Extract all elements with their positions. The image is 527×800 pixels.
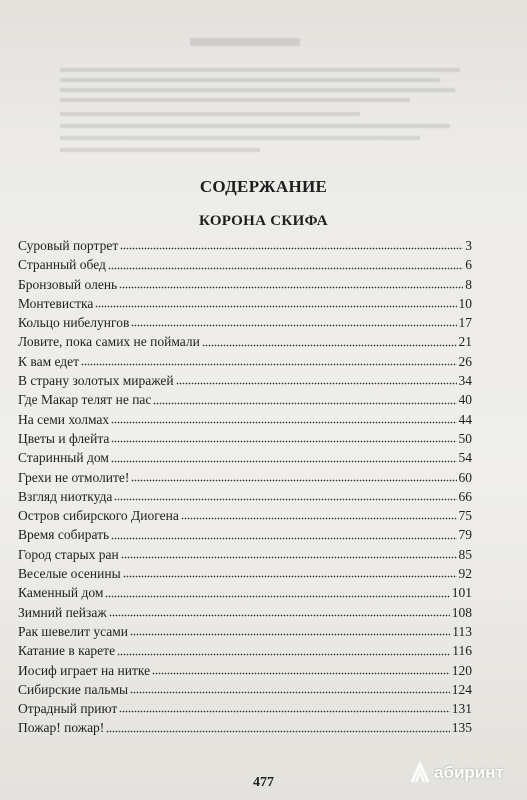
toc-entry-page: 108 [451,604,472,620]
toc-entry-title: Странный обед [18,257,106,273]
toc-entry-page: 21 [458,334,472,350]
toc-entry-title: Катание в карете [18,643,116,659]
toc-entry-title: Зимний пейзаж [18,604,107,620]
toc-entry-title: Где Макар телят не пас [18,392,152,408]
toc-entry-page: 26 [458,353,472,369]
dot-leader [121,556,457,559]
toc-entry-title: Веселые осенины [18,566,121,582]
toc-entry-page: 17 [458,315,472,331]
toc-entry-page: 8 [465,276,472,292]
toc-entry-title: Время собирать [18,527,110,543]
dot-leader [108,267,463,270]
toc-entry [18,236,472,255]
toc-entry [18,603,472,622]
dot-leader [117,653,450,656]
toc-entry-page: 50 [458,430,472,446]
toc-entry-title: В страну золотых миражей [18,373,174,389]
toc-entry-page: 66 [458,488,472,504]
dot-leader [111,460,457,463]
toc-entry-page: 135 [451,720,472,736]
dot-leader [130,633,450,636]
toc-entry-page: 34 [458,373,472,389]
toc-entry [18,371,472,390]
toc-entry-title: Бронзовый олень [18,276,118,292]
toc-entry-title: Город старых ран [18,546,119,562]
toc-entry-page: 60 [458,469,472,485]
dot-leader [120,247,463,250]
page-number: 477 [253,775,274,790]
toc-entry [18,583,472,602]
toc-entry [18,641,472,660]
toc-entry [18,390,472,409]
dot-leader [131,479,456,482]
toc-entry-page: 120 [451,662,472,678]
toc-entry [18,448,472,467]
toc-entry-page: 131 [451,701,472,717]
dot-leader [181,517,457,520]
toc-entry-page: 54 [458,450,472,466]
toc-entry [18,429,472,448]
section-title: КОРОНА СКИФА [199,213,328,229]
dot-leader [95,305,456,308]
toc-entry [18,487,472,506]
toc-entry-title: Старинный дом [18,450,109,466]
toc-entry [18,352,472,371]
dot-leader [153,402,456,405]
toc-entry-page: 116 [452,643,472,659]
table-of-contents [18,236,472,738]
dot-leader [105,595,449,598]
toc-entry-title: Кольцо нибелунгов [18,315,130,331]
toc-entry-title: Взгляд ниоткуда [18,488,113,504]
toc-entry-page: 40 [458,392,472,408]
toc-entry-page: 10 [458,295,472,311]
watermark [408,758,504,788]
toc-entry [18,661,472,680]
toc-entry [18,468,472,487]
contents-heading: СОДЕРЖАНИЕ [199,177,328,196]
toc-entry-page: 75 [458,508,472,524]
toc-entry [18,545,472,564]
toc-entry [18,680,472,699]
dot-leader [111,537,456,540]
toc-entry [18,718,472,737]
toc-entry-page: 3 [465,238,472,253]
dot-leader [106,730,449,733]
toc-entry-title: Цветы и флейта [18,430,110,446]
dot-leader [152,672,450,675]
toc-entry [18,255,472,274]
watermark-text: абиринт [434,763,504,782]
dot-leader [119,710,449,713]
toc-entry [18,275,472,294]
toc-entry-title: Иосиф играет на нитке [18,662,151,678]
dot-leader [119,286,463,289]
dot-leader [109,614,450,617]
toc-entry [18,410,472,429]
show-through-text [60,28,470,188]
toc-entry-title: На семи холмах [18,411,110,427]
dot-leader [81,363,456,366]
toc-entry-page: 124 [451,681,472,697]
toc-entry [18,313,472,332]
toc-entry-title: Суровый портрет [18,238,119,253]
toc-entry-page: 6 [465,257,472,273]
toc-entry-title: Отрадный приют [18,701,118,717]
toc-entry [18,564,472,583]
toc-entry [18,332,472,351]
toc-entry-page: 113 [452,623,472,639]
toc-entry-title: Сибирские пальмы [18,681,129,697]
toc-entry [18,506,472,525]
toc-entry-page: 85 [458,546,472,562]
dot-leader [123,575,457,578]
toc-entry [18,525,472,544]
toc-entry-title: Остров сибирского Диогена [18,508,179,524]
toc-entry-title: Рак шевелит усами [18,623,129,639]
toc-entry-title: Грехи не отмолите! [18,469,130,485]
toc-entry-title: Ловите, пока самих не поймали [18,334,200,350]
toc-entry-page: 101 [451,585,472,601]
dot-leader [202,344,457,347]
dot-leader [114,498,456,501]
dot-leader [130,691,450,694]
dot-leader [176,382,457,385]
dot-leader [111,421,456,424]
dot-leader [131,324,456,327]
labirint-logo-icon [408,761,432,785]
toc-entry-title: К вам едет [18,353,80,369]
toc-entry-page: 79 [458,527,472,543]
toc-entry-title: Монтевистка [18,295,94,311]
toc-entry [18,294,472,313]
toc-entry-title: Пожар! пожар! [18,720,105,736]
toc-entry [18,699,472,718]
toc-entry-page: 92 [458,566,472,582]
dot-leader [111,440,456,443]
toc-entry-page: 44 [458,411,472,427]
toc-entry-title: Каменный дом [18,585,104,601]
toc-entry [18,622,472,641]
